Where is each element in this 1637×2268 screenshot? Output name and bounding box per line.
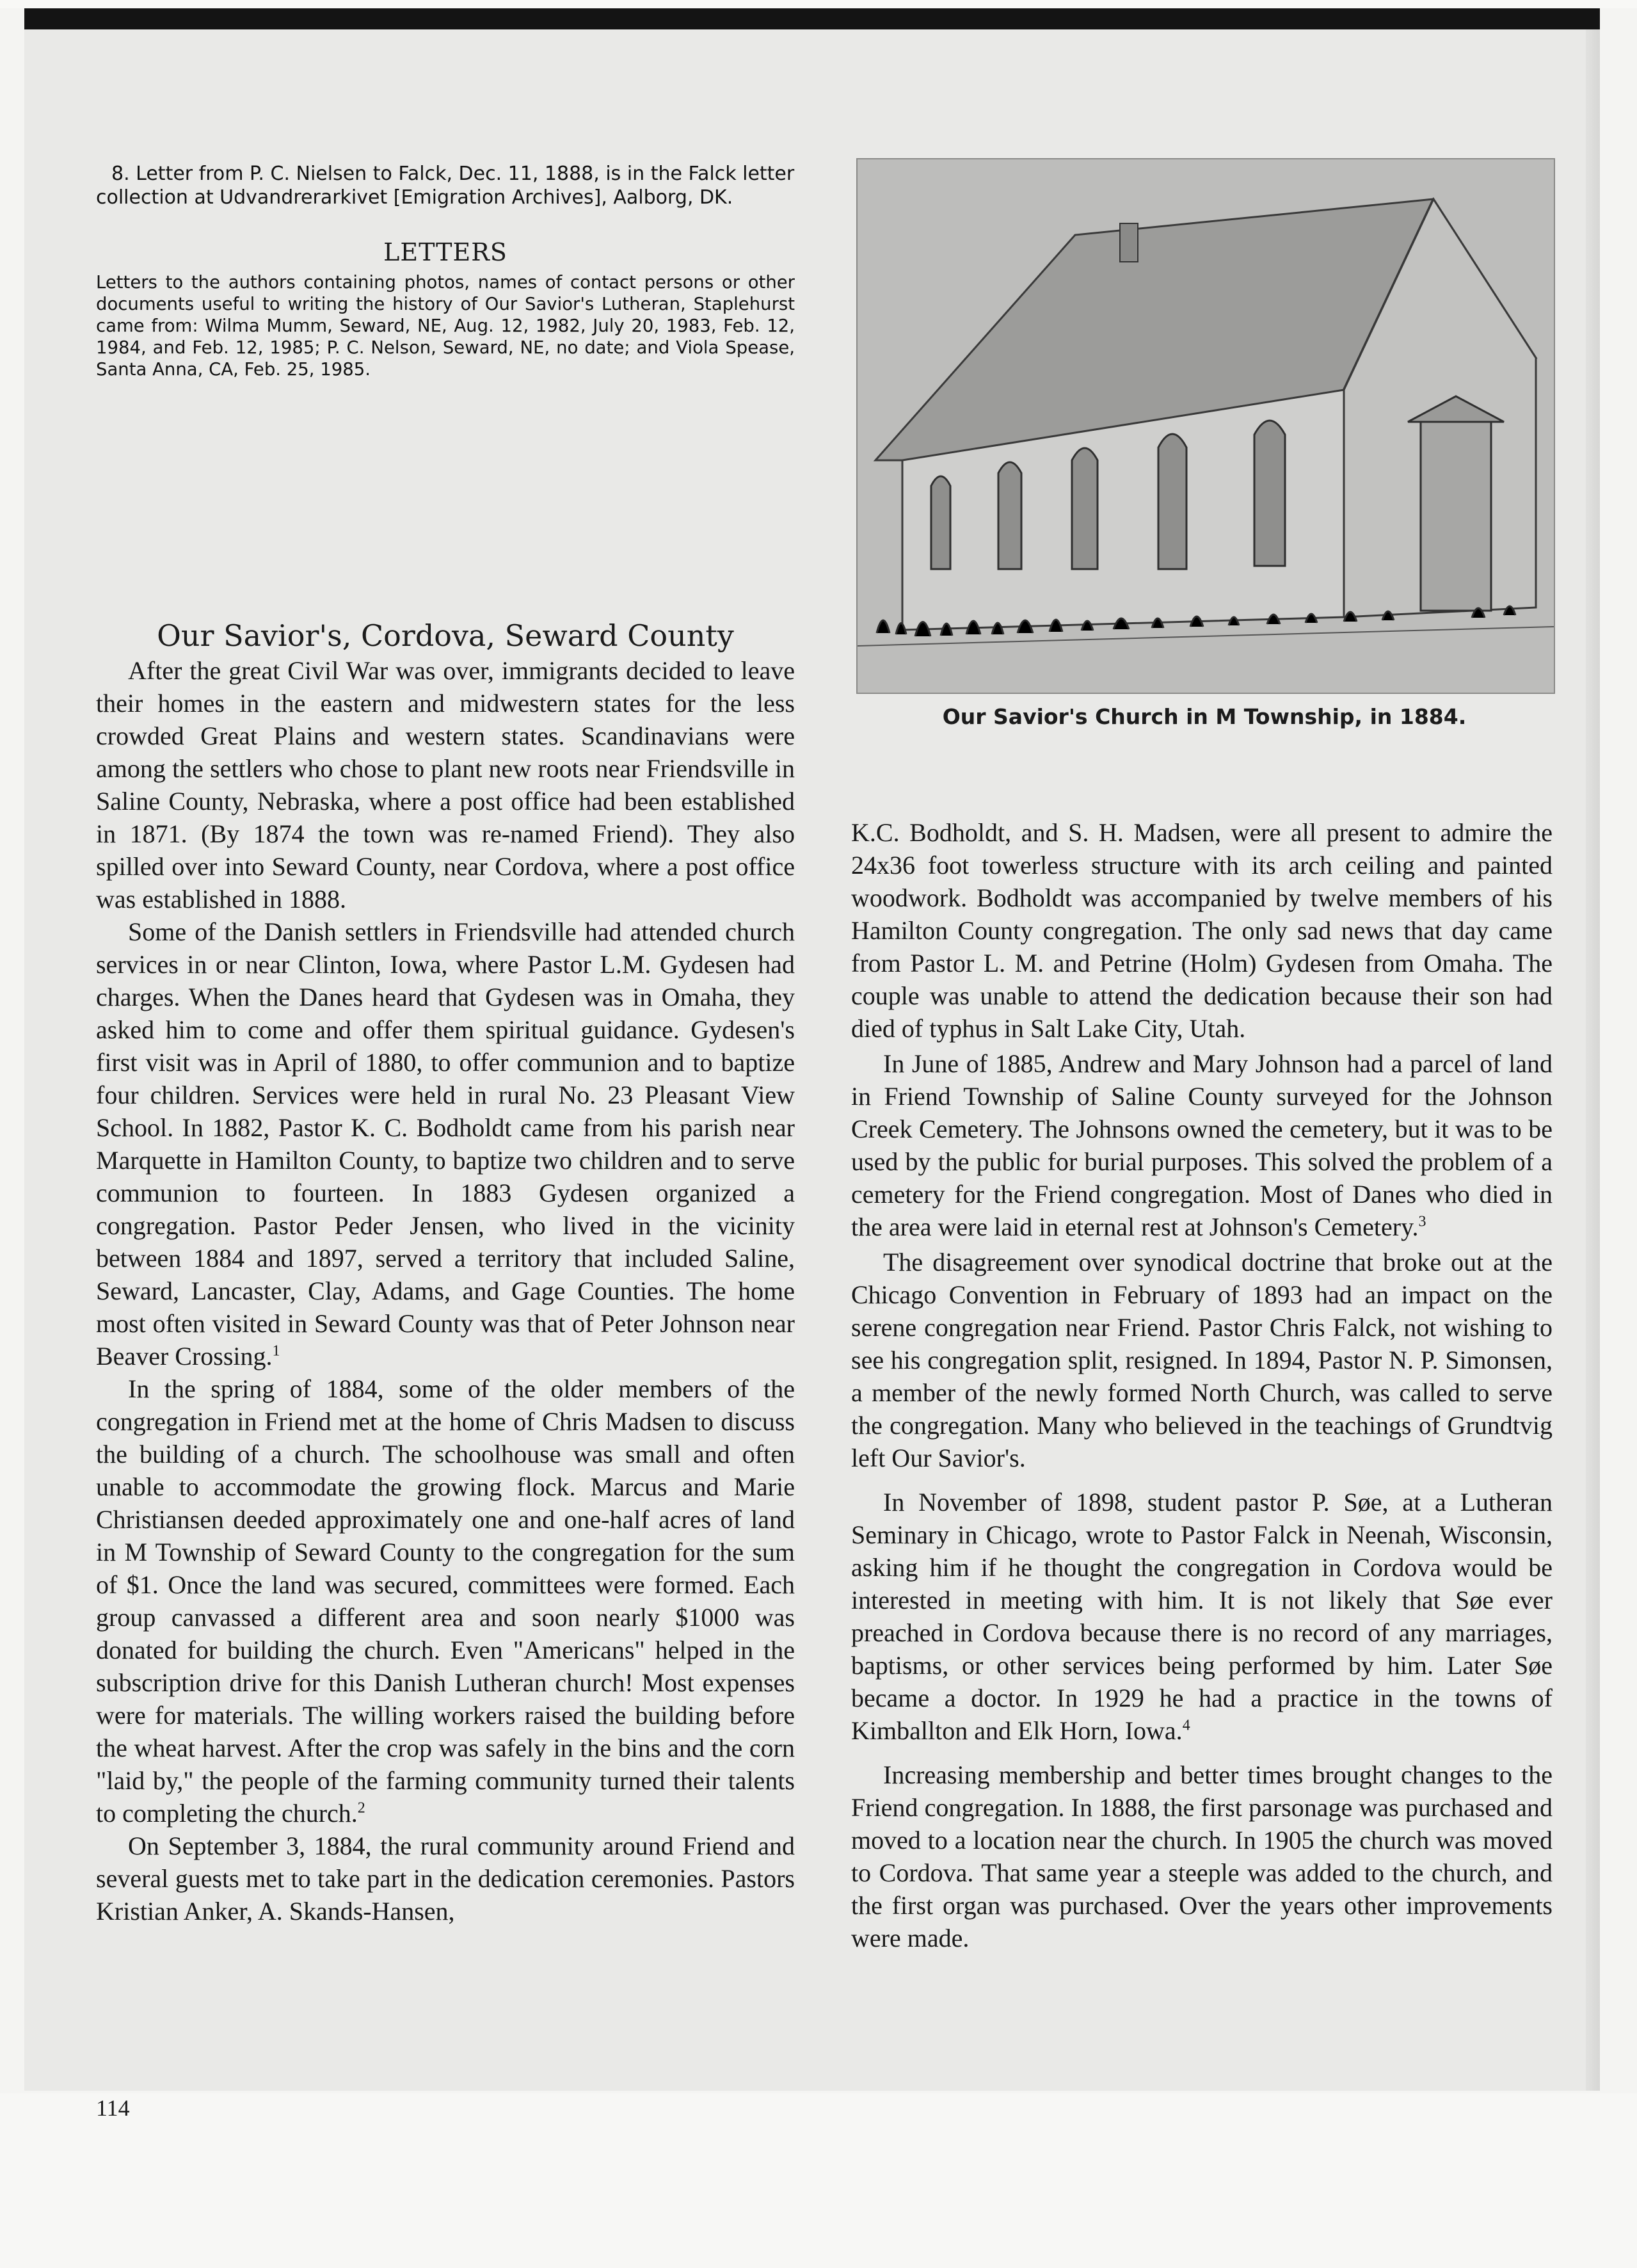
footnote-8-text: 8. Letter from P. C. Nielsen to Falck, Dec. 11, 1888, is in the Falck letter collection at Udvandrerarkivet [Emigration Archives], Aalborg, DK. [96, 163, 795, 209]
footnote-8 [96, 162, 795, 209]
page-edge-shadow [1586, 29, 1600, 2091]
paragraph [96, 915, 795, 1372]
paragraph-text: Some of the Danish settlers in Friendsville had attended church services in or near Clinton, Iowa, where Pastor L.M. Gydesen had charges. When the Danes heard that Gydesen was in Omaha, they asked him to come and offer them spiritual guidance. Gydesen's first visit was in April of 1880, to offer communion and to baptize four children. Services were held in rural No. 23 Pleasant View School. In 1882, Pastor K. C. Bodholdt came from his parish near Marquette in Hamilton County, to baptize two children and to serve communion to fourteen. In 1883 Gydesen organized a congregation. Pastor Peder Jensen, who lived in the vicinity between 1884 and 1897, served a territory that included Saline, Seward, Lancaster, Clay, Adams, and Gage Counties. The home most often visited in Seward County was that of Peter Johnson near Beaver Crossing. [96, 917, 795, 1371]
left-column [96, 654, 795, 1927]
paragraph [851, 1486, 1553, 1747]
paragraph-text: In November of 1898, student pastor P. Søe, at a Lutheran Seminary in Chicago, wrote to Pastor Falck in Neenah, Wisconsin, asking him if he thought the congregation in Cordova would be interested in meeting with him. It is not likely that Søe ever preached in Cordova because there is no record of any marriages, baptisms, or other services being performed by him. Later Søe became a doctor. In 1929 he had a practice in the towns of Kimballton and Elk Horn, Iowa. [851, 1488, 1553, 1745]
paragraph [851, 816, 1553, 1045]
scan-margin-bottom [0, 2093, 1637, 2268]
paragraph-text: The disagreement over synodical doctrine that broke out at the Chicago Convention in February of 1893 had an impact on the serene congregation near Friend. Pastor Chris Falck, not wishing to see his congregation split, resigned. In 1894, Pastor N. P. Simonsen, a member of the newly formed North Church, was called to serve the congregation. Many who believed in the teachings of Grundtvig left Our Savior's. [851, 1248, 1553, 1472]
paragraph [96, 1830, 795, 1927]
paragraph [96, 654, 795, 915]
paragraph-text: K.C. Bodholdt, and S. H. Madsen, were all present to admire the 24x36 foot towerless structure with its arch ceiling and painted woodwork. Bodholdt was accompanied by twelve members of his Hamilton County congregation. The only sad news that day came from Pastor L. M. and Petrine (Holm) Gydesen from Omaha. The couple was unable to attend the dedication because their son had died of typhus in Salt Lake City, Utah. [851, 818, 1553, 1043]
paragraph [851, 1758, 1553, 1954]
right-column [851, 816, 1553, 1954]
church-sketch-icon [858, 159, 1554, 693]
letters-heading: LETTERS [383, 238, 507, 266]
paragraph-text: In June of 1885, Andrew and Mary Johnson had a parcel of land in Friend Township of Saline County surveyed for the Johnson Creek Cemetery. The Johnsons owned the cemetery, but it was to be used by the public for burial purposes. This solved the problem of a cemetery for the Friend congregation. Most of Danes who died in the area were laid in eternal rest at Johnson's Cemetery. [851, 1049, 1553, 1241]
footnote-mark: 3 [1418, 1213, 1426, 1230]
church-illustration [856, 158, 1555, 694]
article-title: Our Savior's, Cordova, Seward County [157, 618, 734, 653]
paragraph-text: Increasing membership and better times brought changes to the Friend congregation. In 1888, the first parsonage was purchased and moved to a location near the church. In 1905 the church was moved to Cordova. That same year a steeple was added to the church, and the first organ was purchased. Over the years other improvements were made. [851, 1760, 1553, 1952]
footnote-mark: 1 [272, 1342, 280, 1360]
paragraph-text: In the spring of 1884, some of the older members of the congregation in Friend met at the home of Chris Madsen to discuss the building of a church. The schoolhouse was small and often unable to accommodate the growing flock. Marcus and Marie Christiansen deeded approximately one and one-half acres of land in M Township of Seward County to the congregation for the sum of $1. Once the land was secured, committees were formed. Each group canvassed a different area and soon nearly $1000 was donated for building the church. Even "Americans" helped in the subscription drive for this Danish Lutheran church! Most expenses were for materials. The willing workers raised the building before the wheat harvest. After the crop was safely in the bins and the corn "laid by," the people of the farming community turned their talents to completing the church. [96, 1374, 795, 1828]
footnote-mark: 2 [357, 1799, 365, 1817]
paragraph-text: On September 3, 1884, the rural community around Friend and several guests met to take part in the dedication ceremonies. Pastors Kristian Anker, A. Skands-Hansen, [96, 1831, 795, 1926]
paragraph [851, 1246, 1553, 1474]
paragraph [851, 1047, 1553, 1243]
footnote-mark: 4 [1182, 1717, 1190, 1734]
page-number: 114 [96, 2095, 130, 2121]
scan-margin-top [0, 0, 1637, 8]
paragraph [96, 1372, 795, 1830]
paragraph-text: After the great Civil War was over, immigrants decided to leave their homes in the eastern and midwestern states for the less crowded Great Plains and western states. Scandinavians were among the settlers who chose to plant new roots near Friendsville in Saline County, Nebraska, where a post office had been established in 1871. (By 1874 the town was re-named Friend). They also spilled over into Seward County, near Cordova, where a post office was established in 1888. [96, 656, 795, 913]
figure-caption: Our Savior's Church in M Township, in 1884. [942, 704, 1467, 729]
letters-body: Letters to the authors containing photos, names of contact persons or other documents useful to writing the history of Our Savior's Lutheran, Staplehurst came from: Wilma Mumm, Seward, NE, Aug. 12, 1982, July 20, 1983, Feb. 12, 1984, and Feb. 12, 1985; P. C. Nelson, Seward, NE, no date; and Viola Spease, Santa Anna, CA, Feb. 25, 1985. [96, 272, 795, 380]
scan-top-bar [24, 8, 1600, 29]
